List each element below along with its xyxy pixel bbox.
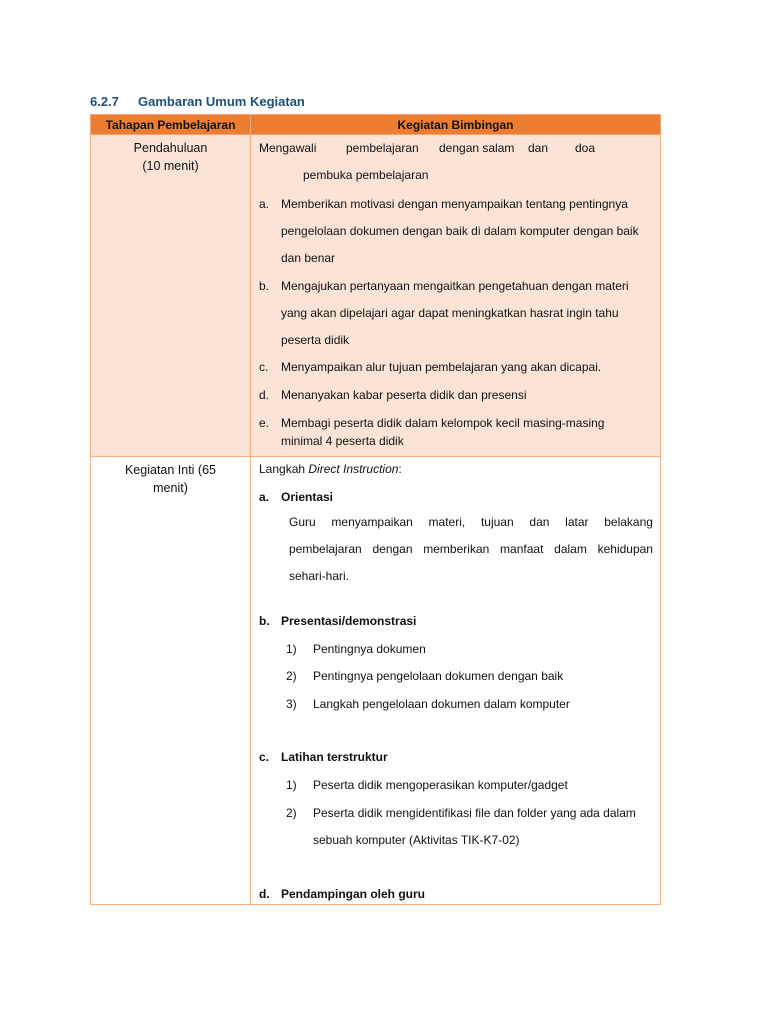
list-marker: d. — [259, 388, 270, 402]
stage-label: Kegiatan Inti (65 — [124, 463, 217, 477]
intro-line: pembuka pembelajaran — [303, 168, 429, 182]
word: latar — [565, 515, 589, 529]
list-marker: 2) — [286, 669, 297, 683]
section-title: Gambaran Umum Kegiatan — [138, 94, 305, 109]
activity-cell-pendahuluan — [251, 135, 661, 457]
word: tujuan — [480, 515, 514, 529]
list-item-text: pengelolaan dokumen dengan baik di dalam komputer dengan baik — [281, 224, 639, 238]
list-item-text: peserta didik — [281, 333, 350, 347]
list-item-text: dan benar — [281, 251, 336, 265]
word: kehidupan — [597, 542, 653, 556]
langkah-method: Direct Instruction — [308, 462, 399, 476]
list-item-text: Pentingnya pengelolaan dokumen dengan baik — [313, 669, 564, 683]
list-marker: b. — [259, 279, 270, 293]
stage-cell-inti — [91, 457, 251, 905]
word: pembelajaran — [289, 542, 362, 556]
stage-cell-pendahuluan — [91, 135, 251, 457]
subsection-title: Orientasi — [281, 490, 334, 504]
word: manfaat — [500, 542, 544, 556]
list-item-text: Membagi peserta didik dalam kelompok kecil masing-masing — [281, 416, 605, 430]
table-header-row — [91, 115, 661, 135]
subsection-title: Pendampingan oleh guru — [281, 887, 426, 901]
list-marker: d. — [259, 887, 270, 901]
list-item-text: Pentingnya dokumen — [313, 642, 426, 656]
intro-word: dengan salam — [439, 141, 515, 155]
list-item-text: Menyampaikan alur tujuan pembelajaran yang akan dicapai. — [281, 360, 602, 374]
list-marker: c. — [259, 360, 269, 374]
list-marker: 2) — [286, 806, 297, 820]
list-marker: 3) — [286, 697, 297, 711]
stage-label: Pendahuluan — [133, 141, 208, 155]
word: dalam — [554, 542, 587, 556]
list-item-text: Menanyakan kabar peserta didik dan presensi — [281, 388, 527, 402]
list-item-text: yang akan dipelajari agar dapat meningkatkan hasrat ingin tahu — [281, 306, 619, 320]
list-item-text: minimal 4 peserta didik — [281, 434, 404, 448]
header-tahapan: Tahapan Pembelajaran — [91, 115, 251, 135]
langkah-prefix: Langkah — [259, 462, 309, 476]
intro-word: pembelajaran — [346, 141, 419, 155]
stage-duration: menit) — [153, 481, 188, 495]
subsection-title: Presentasi/demonstrasi — [281, 614, 417, 628]
list-marker: a. — [259, 197, 270, 211]
word: belakang — [604, 515, 653, 529]
word: memberikan — [423, 542, 490, 556]
activity-cell-inti — [251, 457, 661, 905]
paragraph-line: sehari-hari. — [289, 569, 350, 583]
list-item-text: Langkah pengelolaan dokumen dalam komputer — [313, 697, 570, 711]
list-item-text: Mengajukan pertanyaan mengaitkan pengetahuan dengan materi — [281, 279, 629, 293]
list-marker: 1) — [286, 642, 297, 656]
word: dengan — [372, 542, 413, 556]
word: Guru — [289, 515, 316, 529]
intro-word: Mengawali — [259, 141, 317, 155]
langkah-line — [259, 462, 402, 476]
header-kegiatan: Kegiatan Bimbingan — [251, 115, 661, 135]
list-marker: a. — [259, 490, 270, 504]
subsection-title: Latihan terstruktur — [281, 750, 388, 764]
table-row — [91, 457, 661, 905]
paragraph-line — [289, 515, 653, 529]
word: menyampaikan — [331, 515, 413, 529]
paragraph-line — [289, 542, 653, 556]
list-marker: b. — [259, 614, 270, 628]
list-marker: c. — [259, 750, 270, 764]
list-item-text: Memberikan motivasi dengan menyampaikan tentang pentingnya — [281, 197, 628, 211]
activity-table — [90, 114, 661, 905]
section-heading — [90, 94, 305, 109]
stage-duration: (10 menit) — [142, 159, 199, 173]
table-row — [91, 135, 661, 457]
list-item-text: sebuah komputer (Aktivitas TIK-K7-02) — [313, 833, 520, 847]
list-item-text: Peserta didik mengidentifikasi file dan folder yang ada dalam — [313, 806, 636, 820]
section-number: 6.2.7 — [90, 94, 119, 109]
intro-word: doa — [575, 141, 596, 155]
list-item-text: Peserta didik mengoperasikan komputer/gadget — [313, 778, 568, 792]
word: materi, — [428, 515, 466, 529]
intro-word: dan — [528, 141, 549, 155]
langkah-suffix: : — [398, 462, 402, 476]
list-marker: e. — [259, 416, 270, 430]
word: dan — [529, 515, 550, 529]
list-marker: 1) — [286, 778, 297, 792]
